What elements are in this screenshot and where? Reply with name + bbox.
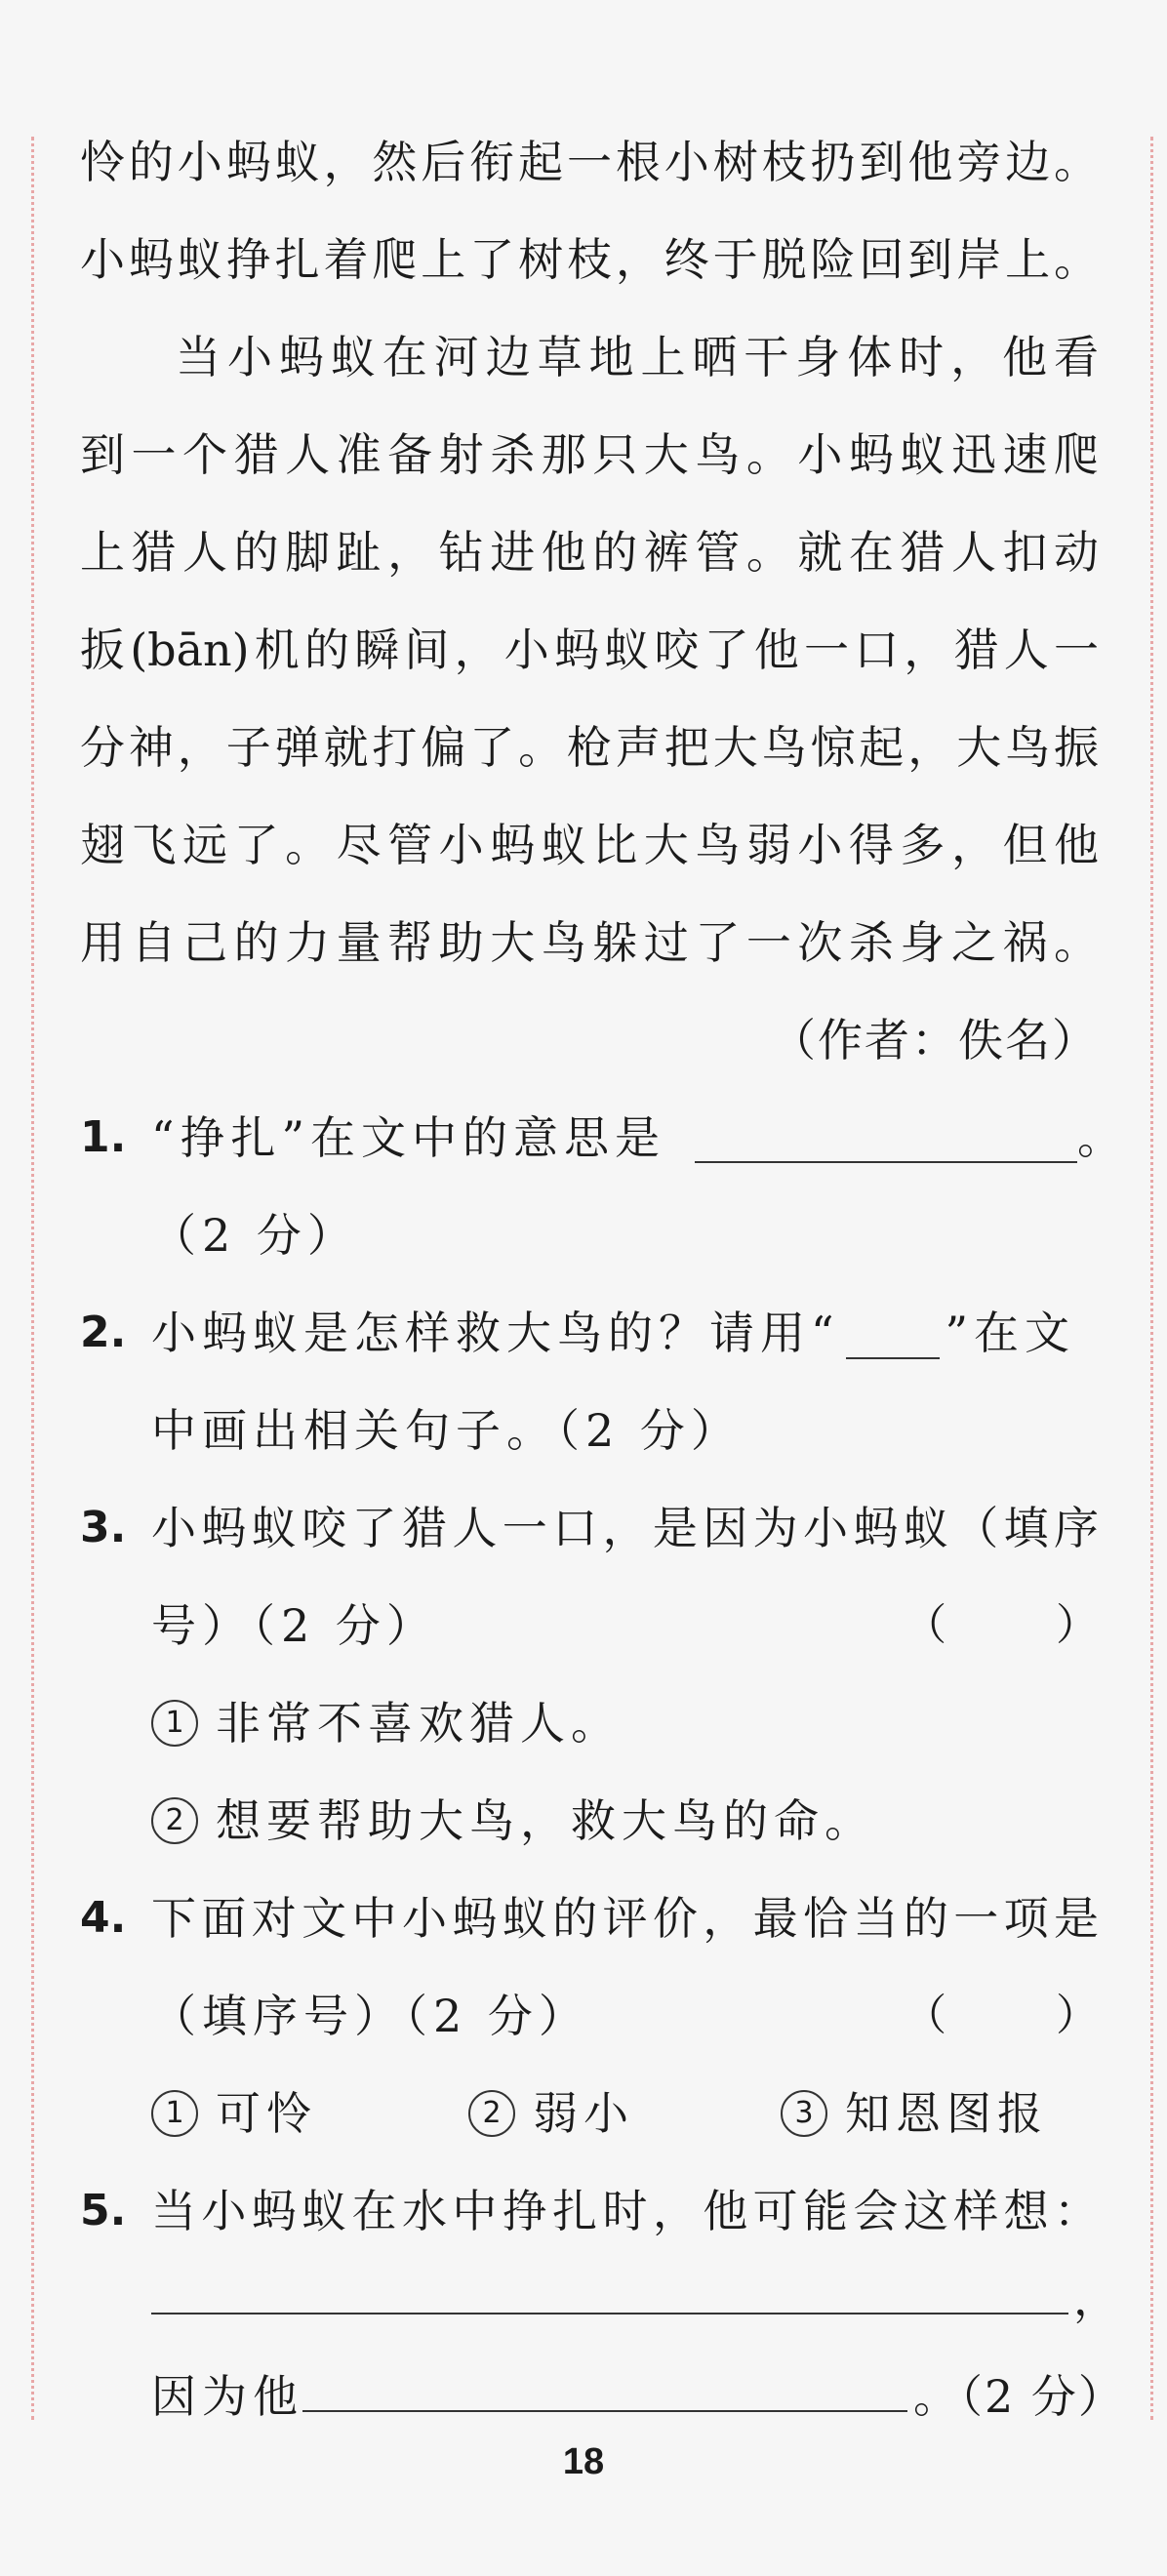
question-text: 小蚂蚁是怎样救大鸟的？请用“ ”在文	[151, 1307, 1076, 1359]
question-text: “挣扎”在文中的意思是	[151, 1111, 666, 1164]
question-number: 2.	[80, 1308, 127, 1357]
option-1: 1 可怜	[151, 2078, 317, 2149]
question-text: （填序号）（2 分）	[151, 1990, 589, 2042]
question-text: 当小蚂蚁在水中挣扎时，他可能会这样想：	[151, 2185, 1099, 2237]
page-number: 18	[562, 2441, 605, 2482]
question-number: 5.	[80, 2186, 127, 2235]
question-text: 因为他	[151, 2370, 303, 2423]
passage-line: 扳(bān)机的瞬间，小蚂蚁咬了他一口，猎人一	[80, 624, 1099, 676]
question-score: 。（2 分）	[913, 2370, 1125, 2423]
passage-line: 翅飞远了。尽管小蚂蚁比大鸟弱小得多，但他	[80, 819, 1099, 871]
question-number: 4.	[80, 1893, 127, 1943]
option-mark: 2	[468, 2090, 515, 2137]
answer-paren[interactable]: （ ）	[904, 1600, 1099, 1650]
answer-paren[interactable]: （ ）	[904, 1991, 1099, 2040]
passage-line: 当小蚂蚁在河边草地上晒干身体时，他看	[176, 331, 1099, 383]
question-text: 下面对文中小蚂蚁的评价，最恰当的一项是	[151, 1892, 1099, 1945]
option-2: 2 弱小	[468, 2078, 634, 2149]
option-mark: 3	[781, 2090, 827, 2137]
passage-line: 上猎人的脚趾，钻进他的裤管。就在猎人扣动	[80, 526, 1099, 579]
question-text: 号）（2 分）	[151, 1599, 437, 1652]
question-text: 小蚂蚁咬了猎人一口，是因为小蚂蚁（填序	[151, 1502, 1099, 1554]
question-end-mark: 。	[1077, 1111, 1128, 1164]
option-mark: 2	[151, 1797, 198, 1844]
question-score: （2 分）	[151, 1209, 358, 1262]
answer-blank[interactable]	[151, 2313, 1068, 2314]
passage-line: 怜的小蚂蚁，然后衔起一根小树枝扔到他旁边。	[80, 136, 1099, 188]
option-mark: 1	[151, 2090, 198, 2137]
passage-line: 到一个猎人准备射杀那只大鸟。小蚂蚁迅速爬	[80, 428, 1099, 481]
passage-author: （作者：佚名）	[771, 1014, 1099, 1067]
answer-blank[interactable]	[302, 2410, 907, 2412]
question-text: 中画出相关句子。（2 分）	[151, 1404, 742, 1457]
answer-blank[interactable]	[695, 1161, 1077, 1163]
question-number: 3.	[80, 1503, 127, 1552]
question-number: 1.	[80, 1112, 127, 1162]
underline-sample	[846, 1314, 940, 1359]
option-1: 1 非常不喜欢猎人。	[151, 1688, 622, 1758]
option-mark: 1	[151, 1700, 198, 1747]
passage-line: 用自己的力量帮助大鸟躲过了一次杀身之祸。	[80, 916, 1099, 969]
option-3: 3 知恩图报	[781, 2078, 1048, 2149]
question-comma: ，	[1073, 2273, 1124, 2325]
passage-line: 分神，子弹就打偏了。枪声把大鸟惊起，大鸟振	[80, 721, 1099, 774]
passage-line: 小蚂蚁挣扎着爬上了树枝，终于脱险回到岸上。	[80, 233, 1099, 286]
option-2: 2 想要帮助大鸟，救大鸟的命。	[151, 1786, 875, 1856]
